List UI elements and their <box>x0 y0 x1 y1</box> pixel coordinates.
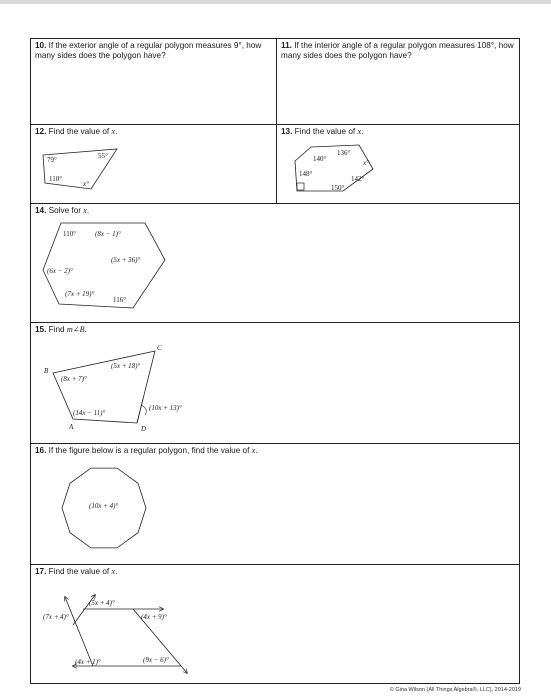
angle-label-x: x° <box>363 159 369 167</box>
angle-label-110: 110° <box>63 230 77 238</box>
right-angle-marker <box>297 183 304 190</box>
extension-line <box>137 399 143 423</box>
angle-label-x: x° <box>83 180 89 188</box>
problem-number: 13. <box>281 127 293 136</box>
problem-text: Find the value of <box>48 127 110 136</box>
angle-label-6x-minus-2: (6x − 2)° <box>47 267 73 275</box>
variable: x <box>83 206 87 215</box>
top-bar <box>0 0 551 4</box>
punctuation: . <box>361 127 364 136</box>
problem-12 <box>31 125 277 203</box>
variable: x <box>251 446 256 455</box>
variable: m∠B <box>66 325 85 334</box>
exterior-angle-pentagon-diagram <box>31 565 519 683</box>
row-16 <box>31 444 519 565</box>
angle-label-5x-plus-4: (5x + 4)° <box>89 599 115 607</box>
problem-13 <box>277 125 519 203</box>
angle-label-5x-plus-18: (5x + 18)° <box>111 362 141 370</box>
problem-number: 12. <box>35 127 47 136</box>
vertex-label-d: D <box>141 425 147 433</box>
pentagon-diagram <box>277 125 519 204</box>
angle-label-55: 55° <box>98 152 108 160</box>
angle-label-150: 150° <box>331 184 345 192</box>
angle-label-136: 136° <box>337 149 351 157</box>
punctuation: . <box>115 127 118 136</box>
problem-10 <box>31 39 277 124</box>
problem-number: 15. <box>35 325 47 334</box>
problem-number: 17. <box>35 567 47 576</box>
problem-text: Find <box>48 325 65 334</box>
row-17 <box>31 565 519 683</box>
angle-label-4x-plus-9: (4x + 9)° <box>141 613 167 621</box>
problem-15 <box>31 323 519 443</box>
angle-label-148: 148° <box>299 170 313 178</box>
vertex-label-c: C <box>157 344 162 352</box>
problem-number: 11. <box>281 41 292 50</box>
problem-text: Find the value of <box>294 127 356 136</box>
problem-11 <box>277 39 519 124</box>
angle-label-116: 116° <box>113 296 127 304</box>
angle-label-142: 142° <box>351 175 365 183</box>
angle-label-10x-plus-13: (10x + 13)° <box>149 404 182 412</box>
worksheet <box>30 38 520 684</box>
angle-label-8x-plus-7: (8x + 7)° <box>61 375 87 383</box>
problem-number: 14. <box>35 206 47 215</box>
problem-number: 16. <box>35 446 47 455</box>
quadrilateral-abcd-diagram <box>31 323 519 444</box>
row-10-11 <box>31 39 519 125</box>
variable: x <box>111 567 116 576</box>
quadrilateral-diagram <box>31 125 277 204</box>
angle-label-110: 110° <box>49 175 63 183</box>
problem-17 <box>31 565 519 683</box>
variable: x <box>357 127 362 136</box>
problem-text: If the exterior angle of a regular polygon measures 9°, how many sides does the polygon have? <box>35 41 262 60</box>
vertex-label-a: A <box>69 423 74 431</box>
punctuation: . <box>255 446 258 455</box>
punctuation: . <box>115 567 118 576</box>
problem-text: Solve for <box>48 206 81 215</box>
problem-14 <box>31 204 519 322</box>
exterior-angle-arc <box>141 405 146 415</box>
angle-label-4x-plus-1: (4x + 1)° <box>75 658 101 666</box>
angle-label-7x-plus-4: (7x + 4)° <box>43 613 69 621</box>
problem-text: Find the value of <box>48 567 110 576</box>
angle-label-10x-plus-4: (10x + 4)° <box>89 502 119 510</box>
angle-label-5x-plus-36: (5x + 36)° <box>111 256 141 264</box>
punctuation: . <box>86 206 90 215</box>
angle-label-7x-plus-19: (7x + 19)° <box>65 290 95 298</box>
decagon-diagram <box>31 444 519 565</box>
row-14 <box>31 204 519 323</box>
problem-11-prompt <box>281 41 517 61</box>
angle-label-79: 79° <box>47 156 57 164</box>
vertex-label-b: B <box>44 367 49 375</box>
copyright-footer: © Gina Wilson (All Things Algebra®, LLC), 2014-2019 <box>389 687 521 693</box>
row-12-13 <box>31 125 519 204</box>
problem-number: 10. <box>35 41 47 50</box>
angle-label-9x-minus-6: (9x − 6)° <box>143 656 169 664</box>
variable: x <box>111 127 116 136</box>
punctuation: . <box>84 325 87 334</box>
angle-label-140: 140° <box>313 155 327 163</box>
problem-10-prompt <box>35 41 271 61</box>
problem-16 <box>31 444 519 564</box>
angle-label-8x-minus-1: (8x − 1)° <box>95 230 121 238</box>
angle-label-14x-minus-11: (14x − 11)° <box>73 409 106 417</box>
hexagon-diagram <box>31 204 519 323</box>
row-15 <box>31 323 519 444</box>
problem-text: If the figure below is a regular polygon, find the value of <box>48 446 250 455</box>
problem-text: If the interior angle of a regular polygon measures 108°, how many sides does the polygon have? <box>281 41 514 60</box>
